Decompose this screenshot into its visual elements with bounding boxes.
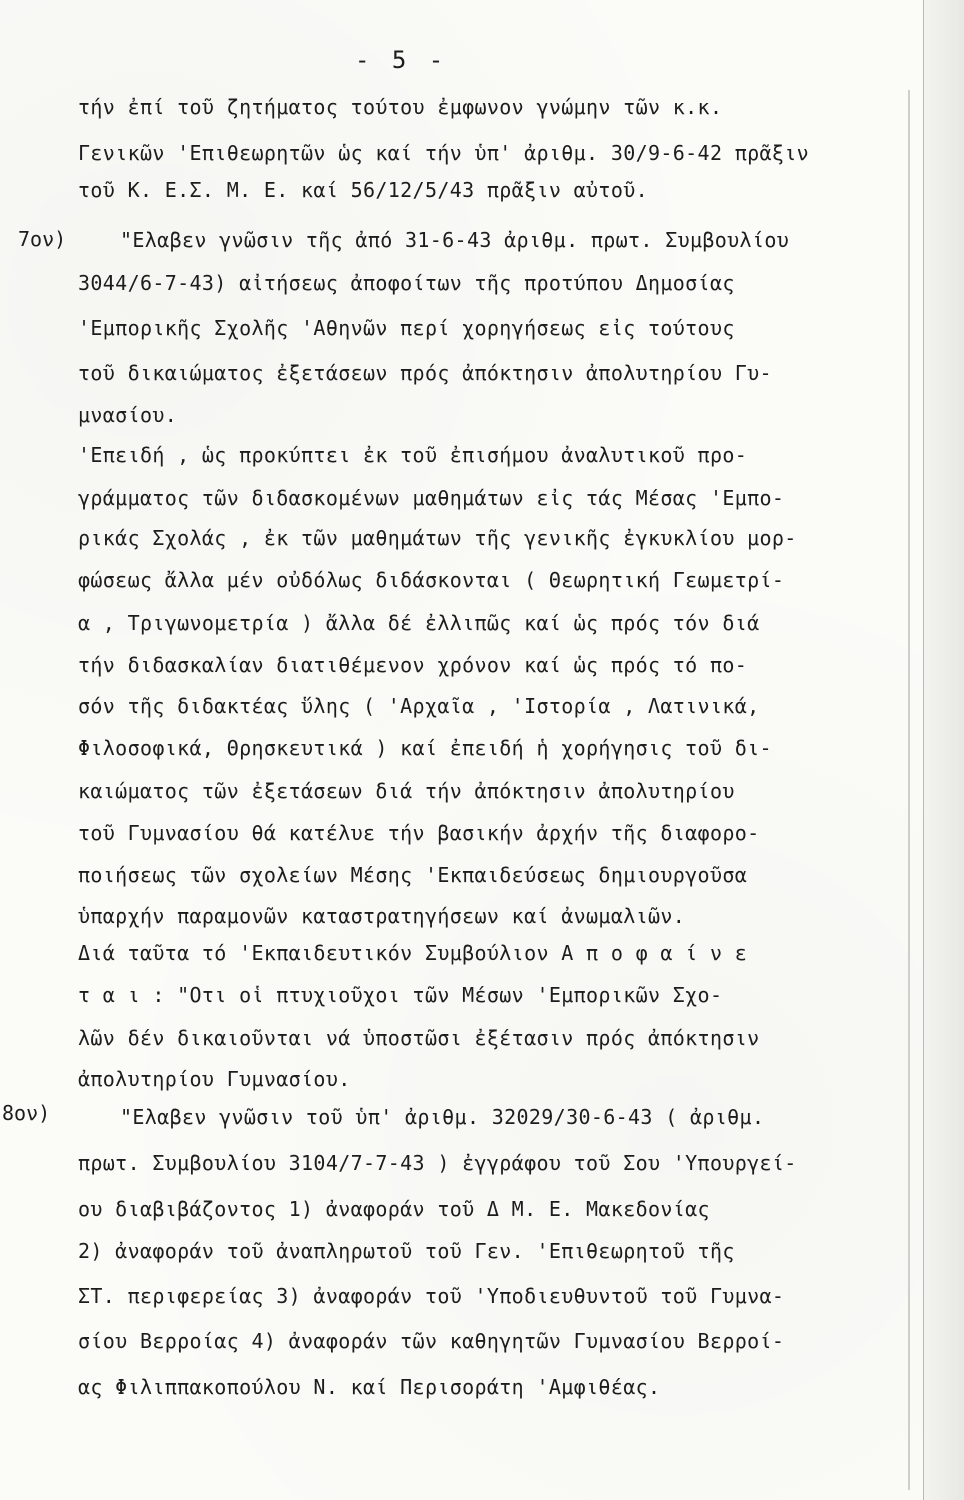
text-line: πρωτ. Συμβουλίου 3104/7-7-43 ) ἐγγράφου τοῦ Σου 'Υπουργεί- (78, 1151, 797, 1175)
text-line: ἀπολυτηρίου Γυμνασίου. (78, 1067, 351, 1091)
text-line: ου διαβιβάζοντος 1) ἀναφοράν τοῦ Δ Μ. Ε. Μακεδονίας (78, 1197, 710, 1221)
text-line: γράμματος τῶν διδασκομένων μαθημάτων εἰς τάς Μέσας 'Εμπο- (78, 486, 785, 510)
text-line: τήν ἐπί τοῦ ζητήματος τούτου ἐμφωνον γνώμην τῶν κ.κ. (78, 95, 723, 119)
text-line: 'Εμπορικῆς Σχολῆς 'Αθηνῶν περί χορηγήσεως εἰς τούτους (78, 316, 735, 340)
text-line: 'Επειδή , ὡς προκύπτει ἐκ τοῦ ἐπισήμου ἀναλυτικοῦ προ- (78, 443, 748, 467)
page-number: - 5 - (355, 46, 448, 74)
item-number-7: 7ον) (18, 227, 67, 251)
text-line: φώσεως ἄλλα μέν οὐδόλως διδάσκονται ( Θεωρητική Γεωμετρί- (78, 568, 785, 592)
text-line: σίου Βερροίας 4) ἀναφοράν τῶν καθηγητῶν Γυμνασίου Βερροί- (78, 1329, 785, 1353)
text-line: ΣΤ. περιφερείας 3) ἀναφοράν τοῦ 'Υποδιευθυντοῦ τοῦ Γυμνα- (78, 1284, 785, 1308)
text-line: Διά ταῦτα τό 'Εκπαιδευτικόν Συμβούλιον Α π ο φ α ί ν ε (78, 941, 748, 965)
text-line: ὑπαρχήν παραμονῶν καταστρατηγήσεων καί ἀνωμαλιῶν. (78, 904, 686, 928)
text-line: λῶν δέν δικαιοῦνται νά ὑποστῶσι ἐξέτασιν πρός ἀπόκτησιν (78, 1026, 760, 1050)
page-edge-line (908, 90, 910, 1490)
text-line: "Ελαβεν γνῶσιν τοῦ ὑπ' ἀριθμ. 32029/30-6-43 ( ἀριθμ. (120, 1105, 765, 1129)
text-line: 3044/6-7-43) αἰτήσεως ἀποφοίτων τῆς προτύπου Δημοσίας (78, 271, 735, 295)
page-edge-shadow (923, 0, 964, 1500)
text-line: μνασίου. (78, 403, 178, 427)
text-line: καιώματος τῶν ἐξετάσεων διά τήν ἀπόκτησιν ἀπολυτηρίου (78, 779, 735, 803)
text-line: τοῦ Κ. Ε.Σ. Μ. Ε. καί 56/12/5/43 πρᾶξιν αὐτοῦ. (78, 178, 648, 202)
text-line: ρικάς Σχολάς , ἐκ τῶν μαθημάτων τῆς γενικῆς ἐγκυκλίου μορ- (78, 526, 797, 550)
text-line: Φιλοσοφικά, Θρησκευτικά ) καί ἐπειδή ἡ χορήγησις τοῦ δι- (78, 736, 772, 760)
text-line: "Ελαβεν γνῶσιν τῆς ἀπό 31-6-43 ἀριθμ. πρωτ. Συμβουλίου (120, 228, 790, 252)
text-line: 2) ἀναφοράν τοῦ ἀναπληρωτοῦ τοῦ Γεν. 'Επιθεωρητοῦ τῆς (78, 1239, 735, 1263)
text-line: α , Τριγωνομετρία ) ἄλλα δέ ἐλλιπῶς καί ὡς πρός τόν διά (78, 611, 760, 635)
text-line: Γενικῶν 'Επιθεωρητῶν ὡς καί τήν ὑπ' ἀριθμ. 30/9-6-42 πρᾶξιν (78, 141, 810, 165)
text-line: τήν διδασκαλίαν διατιθέμενον χρόνον καί ὡς πρός τό πο- (78, 653, 748, 677)
text-line: ποιήσεως τῶν σχολείων Μέσης 'Εκπαιδεύσεως δημιουργοῦσα (78, 863, 748, 887)
text-line: ας Φιλιππακοπούλου Ν. καί Περισοράτη 'Αμφιθέας. (78, 1375, 661, 1399)
text-line: τ α ι : "Οτι οἱ πτυχιοῦχοι τῶν Μέσων 'Εμπορικῶν Σχο- (78, 983, 723, 1007)
item-number-8: 8ον) (2, 1101, 51, 1125)
text-line: τοῦ Γυμνασίου θά κατέλυε τήν βασικήν ἀρχήν τῆς διαφορο- (78, 821, 760, 845)
text-line: σόν τῆς διδακτέας ὕλης ( 'Αρχαῖα , 'Ιστορία , Λατινικά, (78, 694, 760, 718)
text-line: τοῦ δικαιώματος ἐξετάσεων πρός ἀπόκτησιν ἀπολυτηρίου Γυ- (78, 361, 772, 385)
